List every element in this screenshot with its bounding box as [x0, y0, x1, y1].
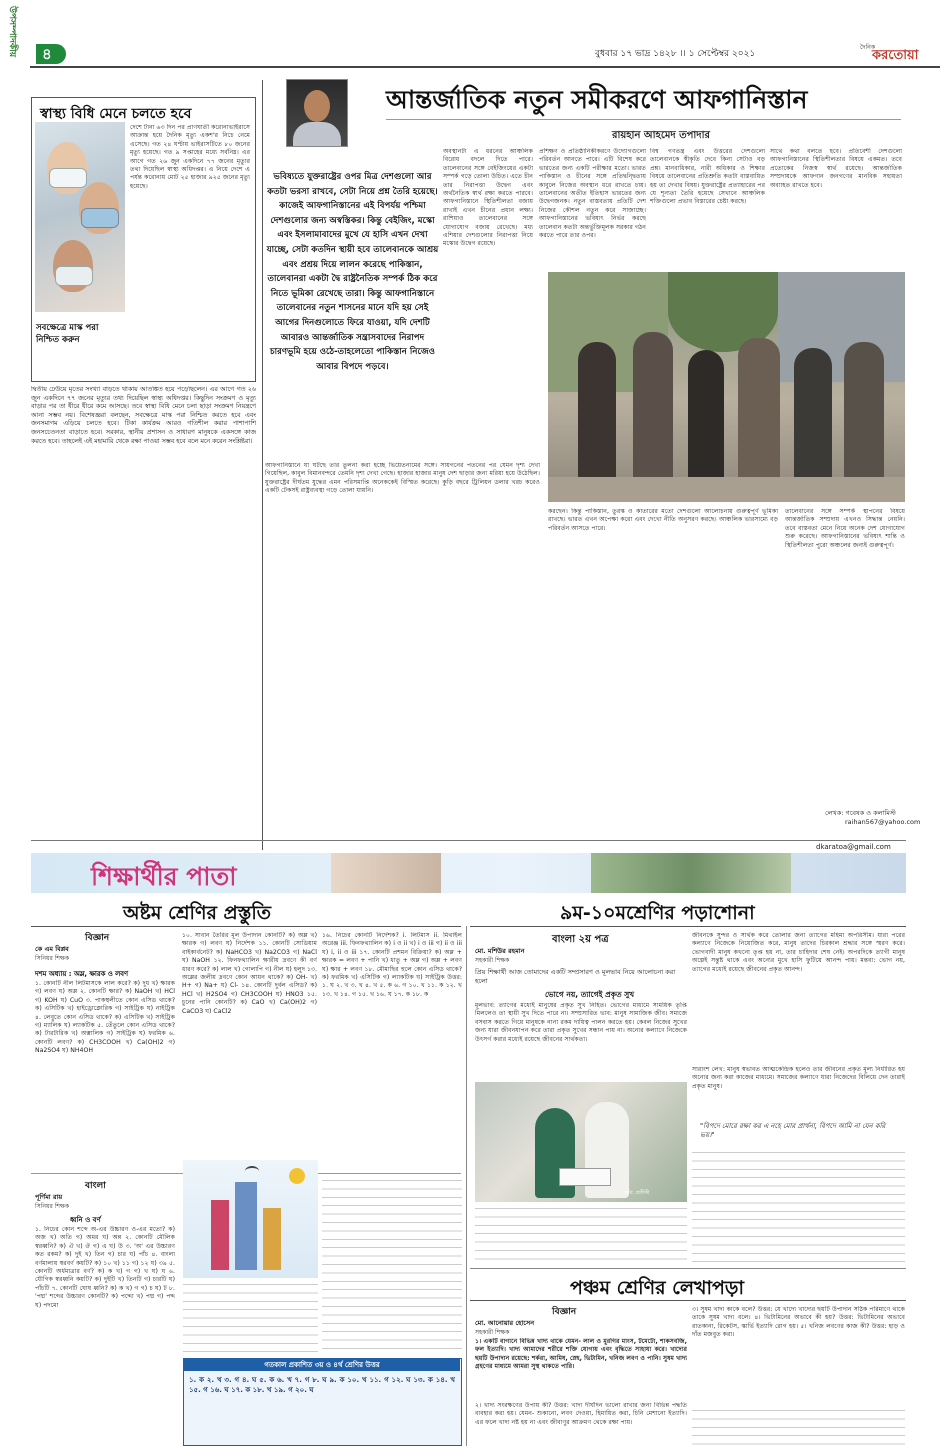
class9-poem: "বিপদে মোরে রক্ষা কর এ নহে মোর প্রার্থনা, বিপদে আমি না যেন করি ভয়।": [700, 1122, 886, 1139]
lead-body-4: সাথে কথা বলতে হবে। প্রতিবেশী দেশগুলো আফগানিস্তানের স্থিতিশীলতার বিষয়ে একমত। তবে প্রত্যেকের নিজস্ব স্বার্থ রয়েছে। আন্তর্জাতিক সম্প্রদায়কে আফগান জনগণের মানবিক সহায়তা অব্যাহত রাখতে হবে।: [770, 148, 902, 189]
banner-title: শিক্ষার্থীর পাতা: [91, 862, 237, 891]
class9-rule: [470, 926, 906, 927]
class8-questions-3: ১৬. নিচের কোনটি নির্দেশক? i. লিটমাস ii. মিথাইল অরেঞ্জ iii. ফিনফথ্যালিন ক) i ও ii খ) i ও iii গ) ii ও iii ঘ) i, ii ও iii ১৭. কোনটি প্রশমন বিক্রিয়া? ক) অম্ল + ক্ষারক = লবণ + পানি খ) ধাতু + অম্ল গ) অম্ল + লবণ ঘ) ক্ষার + লবণ ১৮. মৌমাছির হুলে কোন এসিড থাকে? ক) ফরমিক খ) এসিটিক গ) ল্যাকটিক ঘ) সাইট্রিক উত্তর: ১. ঘ ২. খ ৩. খ ৪. খ ৫. ক ৬. গ ১০. খ ১১. ক ১২. খ ১৩. খ ১৪. গ ১৫. খ ১৬. ঘ ১৭. ক ১৮. ক: [322, 932, 462, 998]
lead-title: আন্তর্জাতিক নতুন সমীকরণে আফগানিস্তান: [386, 85, 808, 114]
health-caption: সবক্ষেত্রে মাস্ক পরা নিশ্চিত করুন: [36, 323, 99, 345]
health-body-2: দ্বিতীয় ঢেউয়ে মৃতের সংখ্যা বাড়তে থাকায় আতঙ্কিত হয়ে পড়েছিলেন। এর আগে গত ২৬ জুন একদিনে ৭৭ জনের মৃত্যুর তথ্য দিয়েছিল স্বাস্থ্য অধিদপ্তর। কিছুদিন সংক্রমণ ও মৃত্যু বাড়ার পর তা ধীরে ধীরে কমে আসছে। তবে স্বাস্থ্য বিধি মেনে চলা ছাড়া সংক্রমণ নিয়ন্ত্রণে আনা সম্ভব নয়। বিশেষজ্ঞরা বলছেন, সবক্ষেত্রে মাস্ক পরা নিশ্চিত করতে হবে এবং জনসমাগম এড়িয়ে চলতে হবে। টিকা কার্যক্রম আরও গতিশীল করার পাশাপাশি জনসচেতনতা বাড়াতে হবে। সরকার, স্থানীয় প্রশাসন ও সাধারণ মানুষকে একসঙ্গে কাজ করতে হবে। তাহলেই এই মহামারি থেকে রক্ষা পাওয়া সম্ভব হবে বলে মনে করেন সংশ্লিষ্টরা।: [31, 386, 256, 445]
mask-illustration: [35, 122, 125, 312]
class8-author: কে এম বিপ্লব: [35, 945, 69, 953]
road-shape: [548, 477, 905, 502]
class5-body-2: ২। খাদ্য সংরক্ষণের উপায় কী? উত্তর: খাদ্য দীর্ঘদিন ভালো রাখার জন্য বিভিন্ন পদ্ধতি ব্যবহার করা হয়। যেমন- শুকানো, লবণ দেওয়া, হিমায়িত করা, চিনি মেশানো ইত্যাদি। এর ফলে খাদ্য নষ্ট হয় না এবং জীবাণুর আক্রমণ থেকে রক্ষা পায়।: [475, 1402, 687, 1426]
title-underline: [386, 119, 901, 120]
class5-rule: [470, 1300, 906, 1301]
class9-author-title: সহকারী শিক্ষক: [475, 957, 510, 964]
column-divider: [262, 80, 263, 850]
class9-body-3: সারাংশ লেখ: মানুষ স্বভাবত আত্মকেন্দ্রিক হলেও তার জীবনের প্রকৃত মূল্য নির্ধারিত হয় অন্যের জন্য করা কাজের মাধ্যমে। সমাজের কল্যাণে যারা নিজেদের বিলিয়ে দেন তারাই প্রকৃত মানুষ।: [692, 1066, 905, 1090]
date-line: বুধবার ১৭ ভাদ্র ১৪২৮ ।। ১ সেপ্টেম্বর ২০২১: [595, 49, 756, 59]
students-banner: [31, 853, 906, 893]
section-rule: [31, 840, 906, 841]
mask-icon: [81, 208, 119, 228]
author-photo: [286, 79, 348, 147]
health-box: [31, 97, 256, 382]
page-header: [0, 0, 945, 70]
paper-name: করতোয়া: [872, 48, 919, 63]
class5-author-title: সহকারী শিক্ষক: [475, 1329, 510, 1336]
email-footer[interactable]: dkaratoa@gmail.com: [816, 843, 891, 851]
author-bio: লেখক: গবেষক ও কলামিস্ট: [825, 809, 896, 817]
lead-body-7: তালেবানের সঙ্গে সম্পর্ক স্থাপনের বিষয়ে আন্তর্জাতিক সম্প্রদায় এখনও সিদ্ধান্ত নেয়নি। তবে বাস্তবতা মেনে নিয়ে অনেক দেশ যোগাযোগ শুরু করেছে। আফগানিস্তানের ভবিষ্যৎ শান্তি ও স্থিতিশীলতা পুরো অঞ্চলের জন্যই গুরুত্বপূর্ণ।: [785, 508, 905, 549]
person-shape: [794, 348, 832, 494]
class5-body-3: ৩। সুষম খাদ্য কাকে বলে? উত্তর: যে খাদ্যে খাদ্যের ছয়টি উপাদান সঠিক পরিমাণে থাকে তাকে সুষম খাদ্য বলে। ৪। ভিটামিনের অভাবে কী হয়? উত্তর: ভিটামিনের অভাবে রাতকানা, রিকেটস, স্কার্ভি ইত্যাদি রোগ হয়। ৫। খনিজ লবণের কাজ কী? উত্তর: হাড় ও দাঁত মজবুত করা।: [692, 1306, 905, 1339]
section-tag: উপসম্পাদকীয়: [7, 6, 17, 58]
answer-box-title: গতকাল প্রকাশিত ৩য় ও ৪র্থ শ্রেণির উত্তর: [184, 1359, 460, 1371]
class8-questions-2: ১০. সাবান তৈরির মূল উপাদান কোনটি? ক) অম্ল খ) ক্ষারক গ) লবণ ঘ) নির্দেশক ১১. কোনটি সোডিয়াম বাইকার্বনেট? ক) NaHCO3 খ) Na2CO3 গ) NaCl ঘ) NaOH ১২. ফিনফথ্যালিন ক্ষারীয় দ্রবণে কী বর্ণ ধারণ করে? ক) লাল খ) গোলাপি গ) নীল ঘ) হলুদ ১৩. অম্লের জলীয় দ্রবণে কোন আয়ন থাকে? ক) OH- খ) H+ গ) Na+ ঘ) Cl- ১৪. কোনটি দুর্বল এসিড? ক) HCl খ) H2SO4 গ) CH3COOH ঘ) HNO3 ১৫. চুনের পানি কোনটি? ক) CaO খ) Ca(OH)2 গ) CaCO3 ঘ) CaCl2: [182, 932, 317, 1015]
header-rule: [30, 66, 940, 68]
class9-more-text-2: [692, 1150, 905, 1264]
class5-more-text: [692, 1408, 905, 1448]
sun-icon: [289, 1168, 305, 1184]
taliban-photo: [548, 272, 905, 502]
lead-body-6: করছেন। কিন্তু পাকিস্তান, তুরস্ক ও কাতারের মতো দেশগুলো আলোচনায় গুরুত্বপূর্ণ ভূমিকা রাখছে। ভারত এখন অপেক্ষা করো এবং দেখো নীতি অনুসরণ করছে। আঞ্চলিক ভারসাম্যে বড় পরিবর্তন আসতে পারে।: [548, 508, 778, 532]
health-body-1: দেশে টানা ৬৩ দিন পর প্রাণঘাতী করোনাভাইরাসে আক্রান্ত হয়ে দৈনিক মৃত্যু একশ'র নিচে নেমে এসেছে। গত ২৪ ঘণ্টায় ভাইরাসটিতে ৮০ জনের মৃত্যু হয়েছে। গত ৯ সপ্তাহের মধ্যে সর্বনিম্ন। এর আগে গত ২৬ জুন একদিনে ৭৭ জনের মৃত্যুর তথ্য দিয়েছিল স্বাস্থ্য অধিদপ্তর। এ নিয়ে দেশে এ পর্যন্ত করোনায় মোট ২৫ হাজার ৯২৫ জনের মৃত্যু হয়েছে।: [130, 124, 250, 190]
pull-quote: ভবিষ্যতে যুক্তরাষ্ট্রের ওপর মিত্র দেশগুলো আর কতটা ভরসা রাখবে, সেটা নিয়ে প্রশ্ন তৈরি হয়েছে। কাজেই আফগানিস্তানের এই বিপর্যয় পশ্চিমা দেশগুলোর জন্য অস্বস্তিকর। কিন্তু বেইজিং, মস্কো এবং ইসলামাবাদের মুখে যে হাসি এখন দেখা যাচ্ছে, সেটা কতদিন স্থায়ী হবে তালেবানকে আশ্রয় এবং প্রশ্রয় দিয়ে লালন করেছে পাকিস্তান, তালেবানরা একটা দ্বৈ রাষ্ট্রনৈতিক সম্পর্ক ঠিক করে নিতে ভূমিকা রেখেছে তারা। কিন্তু আফগানিস্তানে তালেবানের নতুন শাসনের মানে যদি হয় সেই আগের দিনগুলোতে ফিরে যাওয়া, যদি দেশটি আবারও আন্তর্জাতিক সন্ত্রাসবাদের নিরাপদ চারণভূমি হয়ে ওঠে-তাহলেতো পাকিস্তান নিজেও আবার বিপদে পড়বে।: [266, 172, 439, 372]
class9-heading: ৯ম-১০মশ্রেণির পড়াশোনা: [560, 902, 755, 924]
class8-subject-2: বাংলা: [85, 1181, 106, 1191]
class8-more-questions-2: [322, 1178, 462, 1356]
health-box-title: স্বাস্থ্য বিধি মেনে চলতে হবে: [40, 106, 192, 122]
banner-girl-photo: [331, 853, 441, 893]
alphabet-illustration: [183, 1160, 318, 1278]
class9-body-1: মূলভাব: ত্যাগের মধ্যেই মানুষের প্রকৃত সুখ নিহিত। ভোগের মাধ্যমে সাময়িক তৃপ্তি মিললেও তা স্থায়ী সুখ দিতে পারে না। সম্প্রসারিত ভাব: মানুষ সামাজিক জীব। সমাজে বসবাস করতে গিয়ে মানুষকে নানা রকম দায়িত্ব পালন করতে হয়। কেবল নিজের সুখের জন্য যারা জীবনযাপন করে তারা প্রকৃত সুখের সন্ধান পায় না। অন্যের কল্যাণে নিজেকে উৎসর্গ করার মধ্যেই রয়েছে জীবনের সার্থকতা।: [475, 1002, 687, 1043]
class9-author: মো. মশিউর রহমান: [475, 947, 525, 955]
class8-author-2-title: সিনিয়র শিক্ষক: [35, 1203, 70, 1210]
class8-more-questions: [183, 1282, 318, 1352]
lead-body-3: বিশ্ব গণতন্ত্র এবং উত্তরের দেশগুলো তালেবানকে স্বীকৃতি দেবে কিনা সেটাও বড় প্রশ্ন। মানবাধিকার, নারী অধিকার ও শিক্ষার বিষয়ে তালেবানের প্রতিশ্রুতি কতটা বাস্তবায়িত হয় তা দেখার বিষয়। যুক্তরাষ্ট্রের প্রত্যাহারের পর যে শূন্যতা তৈরি হয়েছে সেখানে আঞ্চলিক শক্তিগুলো প্রভাব বিস্তারের চেষ্টা করছে।: [650, 148, 765, 206]
class5-top-rule: [470, 1268, 906, 1269]
class5-subject: বিজ্ঞান: [552, 1307, 577, 1317]
person-shape: [633, 332, 673, 492]
author-face-icon: [304, 90, 330, 122]
building-icon: [211, 1200, 229, 1270]
column-divider-2: [466, 926, 467, 1446]
class8-heading: অষ্টম শ্রেণির প্রস্তুতি: [123, 902, 272, 924]
class8-subject: বিজ্ঞান: [85, 933, 110, 943]
mask-icon: [55, 266, 93, 286]
class9-sub-heading: ভোগে নয়, ত্যাগেই প্রকৃত সুখ: [545, 990, 635, 999]
class9-more-text: [475, 1206, 687, 1264]
bird-icon: [245, 1166, 259, 1176]
answer-box-body: ১. ক ২. খ ৩. গ ৪. ঘ ৫. ক ৬. খ ৭. গ ৮. ঘ ৯. ক ১০. খ ১১. গ ১২. ঘ ১৩. ক ১৪. খ ১৫. গ ১৬. ঘ ১৭. ক ১৮. খ ১৯. গ ২০. ঘ: [189, 1376, 455, 1394]
person-shape: [844, 342, 884, 492]
class5-author: মো. আনোয়ার হোসেন: [475, 1319, 535, 1327]
person-shape: [578, 342, 616, 492]
building-icon: [235, 1182, 257, 1270]
lead-body-1: অবস্থানটা এ ধরনের আঞ্চলিক বিরোধ বদলে দিতে পারে। তালেবানের সঙ্গে বেইজিংয়ের একটা সম্পর্ক গড়ে তোলা উচিত। এতে চীন তার নিরাপত্তা উদ্বেগ এবং অর্থনৈতিক স্বার্থ রক্ষা করতে পারবে। আফগানিস্তানে স্থিতিশীলতা বজায় রাখাই এখন চীনের প্রধান লক্ষ্য। রাশিয়াও তালেবানের সঙ্গে যোগাযোগ বজায় রেখেছে। মধ্য এশিয়ার দেশগুলোর নিরাপত্তা নিয়ে মস্কোর উদ্বেগ রয়েছে।: [443, 148, 533, 248]
mask-icon: [49, 168, 87, 188]
class8-section-2: ধ্বনি ও বর্ণ: [70, 1216, 101, 1224]
class8-rule: [31, 926, 461, 927]
class8-author-title: সিনিয়র শিক্ষক: [35, 955, 70, 962]
building-icon: [263, 1208, 281, 1270]
class9-body-2: জীবনকে সুন্দর ও সার্থক করে তোলার জন্য ত্যাগের মহিমা অপরিসীম। যারা পরের কল্যাণে নিজেকে নিয়োজিত করে, মানুষ তাদের চিরকাল শ্রদ্ধার সঙ্গে স্মরণ করে। ভোগবাদী মানুষ কখনো তৃপ্ত হয় না, তার চাহিদার শেষ নেই। অপরদিকে ত্যাগী মানুষ অল্পেই সন্তুষ্ট থাকে এবং অন্যের মুখে হাসি ফুটিয়ে আনন্দ পায়। মন্তব্য: ভোগ নয়, ত্যাগের মধ্যেই রয়েছে জীবনের প্রকৃত আনন্দ।: [692, 932, 905, 973]
class5-body-1: ১। একটি বাগানে বিভিন্ন খাদ্য থাকে যেমন- লাল ও মুরগির মাংস, টমেটো, শাকসবজি, ফল ইত্যাদি। খাদ্য আমাদের শরীরে শক্তি যোগায় এবং বৃদ্ধিতে সাহায্য করে। খাদ্যের ছয়টি উপাদান রয়েছে: শর্করা, আমিষ, স্নেহ, ভিটামিন, খনিজ লবণ ও পানি। সুষম খাদ্য গ্রহণের মাধ্যমে আমরা সুস্থ থাকতে পারি।: [475, 1338, 687, 1371]
class8-questions: ১. কোনটি নীল লিটমাসকে লাল করে? ক) দুধ খ) ক্ষারক গ) লবণ ঘ) অম্ল ২. কোনটি ক্ষার? ক) NaOH খ) HCl গ) KOH ঘ) CuO ৩. পাকস্থলীতে কোন এসিড থাকে? ক) এসিটিক খ) হাইড্রোক্লোরিক গ) সাইট্রিক ঘ) নাইট্রিক ৪. লেবুতে কোন এসিড থাকে? ক) এসিটিক খ) সাইট্রিক গ) ম্যালিক ঘ) ল্যাকটিক ৫. তেঁতুলে কোন এসিড থাকে? ক) টারটারিক খ) অক্সালিক গ) সাইট্রিক ঘ) ফরমিক ৬. কোনটি লবণ? ক) CH3COOH খ) Ca(OH)2 গ) Na2SO4 ঘ) NH4OH: [35, 980, 175, 1055]
banner-classroom-photo: [591, 853, 791, 893]
author-shirt-icon: [293, 122, 341, 147]
class8-chapter: দশম অধ্যায় : অম্ল, ক্ষারক ও লবণ: [35, 970, 129, 978]
paper-prefix: দৈনিক: [860, 44, 876, 51]
page-number: ৪: [42, 45, 52, 63]
lead-author: রায়হান আহমেদ তপাদার: [612, 130, 710, 141]
class8-questions-4: ১. নিচের কোন শব্দে অ-এর উচ্চারণ ও-এর মতো? ক) অজ খ) অতি গ) অমর ঘ) অন্ন ২. কোনটি মৌলিক স্বরধ্বনি? ক) ঐ খ) ঔ গ) এ ঘ) উ ৩. 'অ' এর উচ্চারণ কত রকম? ক) দুই খ) তিন গ) চার ঘ) পাঁচ ৪. বাংলা বর্ণমালায় স্বরবর্ণ কয়টি? ক) ১০ খ) ১১ গ) ১২ ঘ) ৩৯ ৫. কোনটি অর্ধমাত্রার বর্ণ? ক) ক খ) গ গ) খ ঘ) ঘ ৬. যৌগিক স্বরধ্বনি কয়টি? ক) দুইটি খ) তিনটি গ) চারটি ঘ) পাঁচটি ৭. কোনটি ঘোষ ধ্বনি? ক) ক খ) গ গ) চ ঘ) ট ৮. 'পদ্ম' শব্দের উচ্চারণ কোনটি? ক) পদ্দো খ) পদ্ম গ) পদ্দ ঘ) পদমো: [35, 1226, 175, 1309]
answer-box: [183, 1358, 462, 1446]
class5-heading: পঞ্চম শ্রেণির লেখাপড়া: [570, 1277, 744, 1299]
book-shape: [559, 1168, 611, 1186]
lead-body-2: প্রশিক্ষণ ও প্রতিষ্ঠানিকীকরণে উদ্যোগগুলো পরিবর্তন আনতে পারে। এটি বিশেষ করে ভারতের জন্য একটি পরীক্ষার মতো। ভারত পাকিস্তান ও চীনের সঙ্গে প্রতিদ্বন্দ্বিতায় কাবুলে নিজের অবস্থান ধরে রাখতে চায়। তালেবানের অতীত ইতিহাস ভারতের জন্য উদ্বেগজনক। নতুন বাস্তবতায় প্রতিটি দেশ নিজের কৌশল নতুন করে সাজাচ্ছে। আফগানিস্তানের ভবিষ্যৎ নির্ভর করছে তালেবান কতটা অন্তর্ভুক্তিমূলক সরকার গঠন করতে পারে তার ওপর।: [539, 148, 646, 240]
class8-author-2: পূর্ণিমা রায়: [35, 1193, 63, 1201]
students-study-photo: [475, 1082, 687, 1202]
class9-prompt: প্রিয় শিক্ষার্থী আজ তোমাদের একটি সম্প্রসারণ ও মূলভাব নিয়ে আলোচনা করা হলো: [475, 968, 676, 985]
lead-body-5: আফগানিস্তানে যা ঘটছে তার তুলনা করা হচ্ছে ভিয়েতনামের সঙ্গে। সায়গনের পতনের পর যেমন দৃশ্য দেখা গিয়েছিল, কাবুল বিমানবন্দরে তেমনি দৃশ্য দেখা গেছে। হাজার হাজার মানুষ দেশ ছাড়ার জন্য মরিয়া হয়ে উঠেছিল। যুক্তরাষ্ট্রের দীর্ঘতম যুদ্ধের এমন পরিসমাপ্তি অনেককেই বিস্মিত করেছে। কুড়ি বছরে ট্রিলিয়ন ডলার খরচ করেও একটি টেকসই রাষ্ট্রব্যবস্থা গড়ে তোলা যায়নি।: [265, 462, 540, 495]
person-shape: [738, 338, 780, 494]
photo-caption: ছবি: প্রতীকী: [625, 1190, 650, 1196]
person-shape: [688, 350, 724, 490]
class9-subject: বাংলা ২য় পত্র: [552, 934, 609, 945]
author-email: raihan567@yahoo.com: [845, 818, 921, 826]
